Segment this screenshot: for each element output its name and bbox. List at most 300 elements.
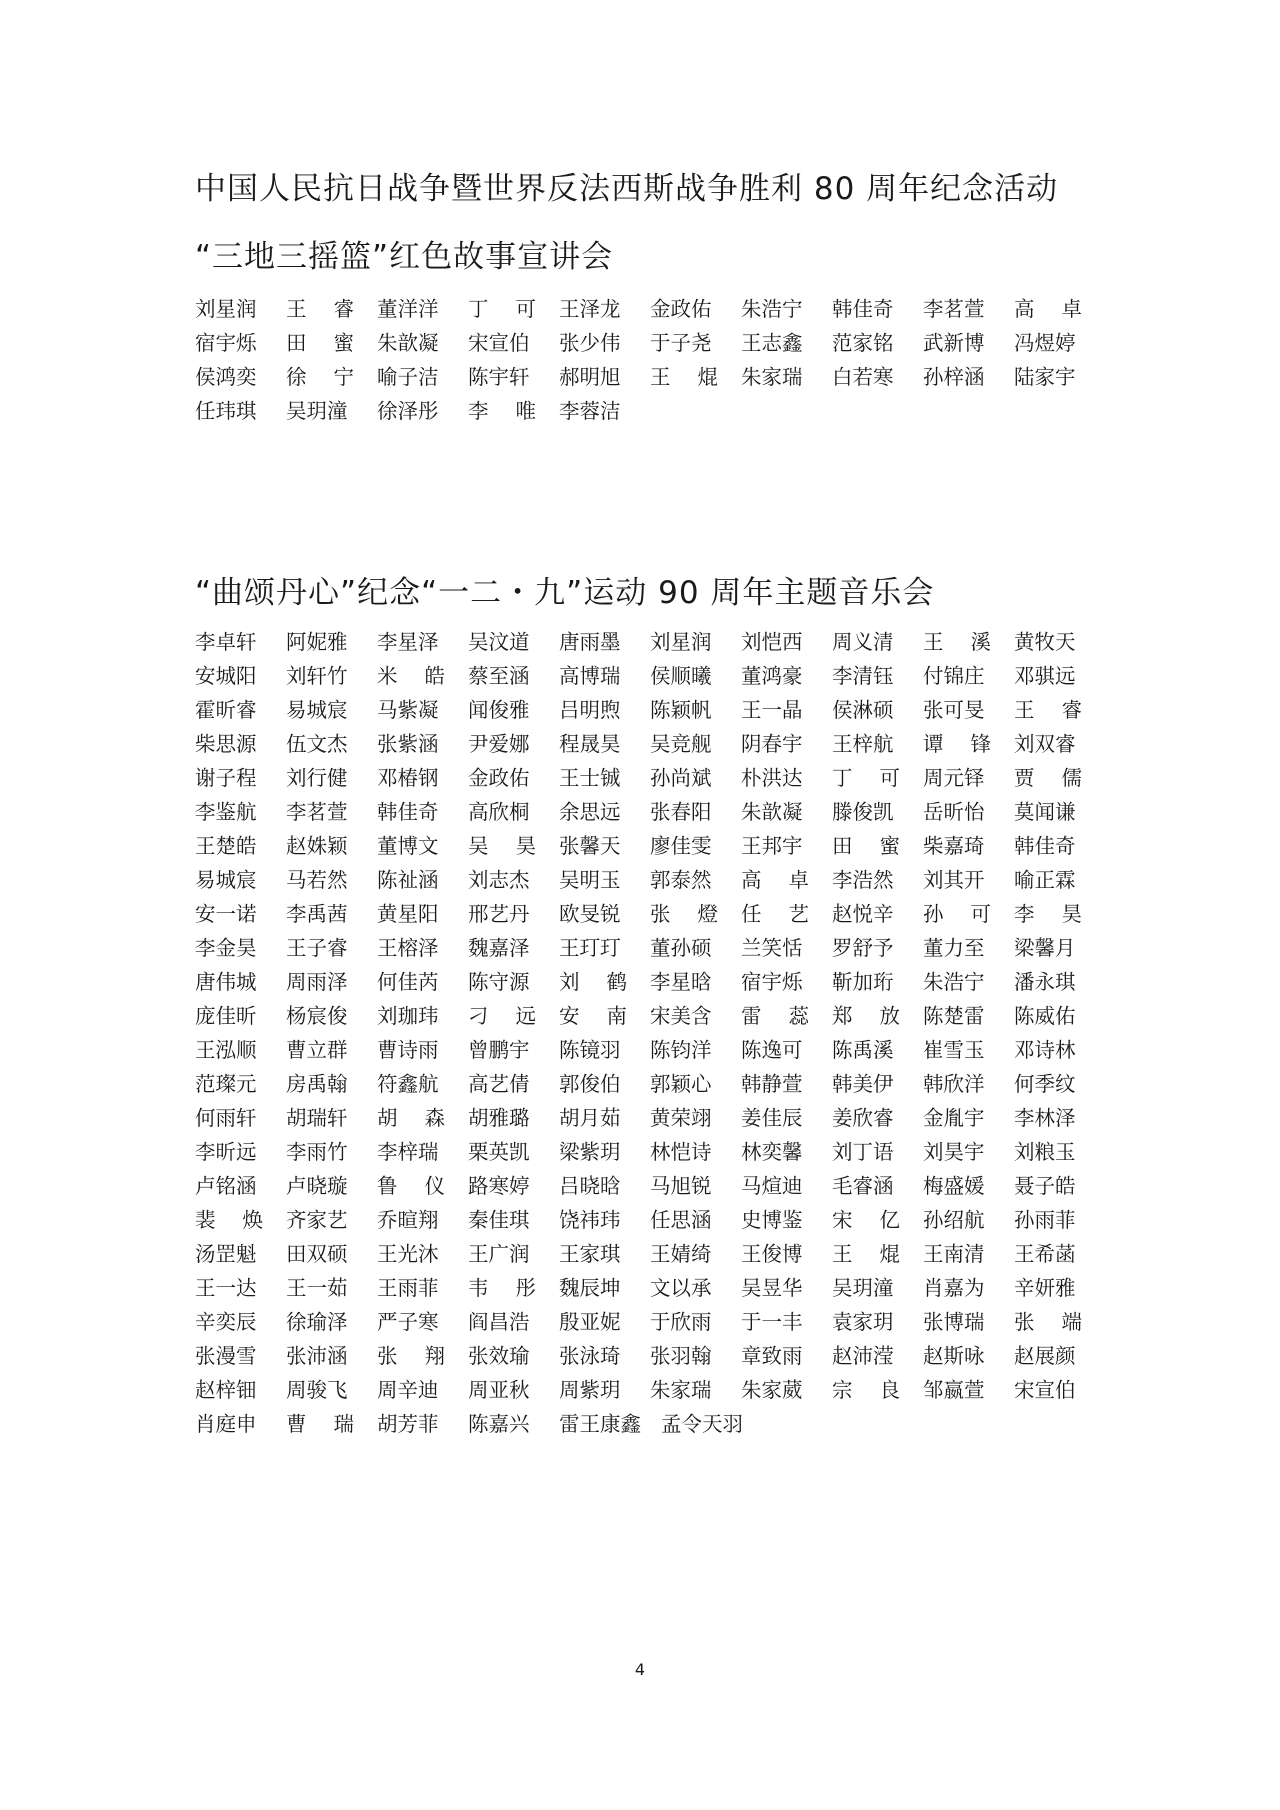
list-item: 吴竞舰	[650, 732, 712, 756]
list-item: 朱歆凝	[741, 800, 803, 824]
list-item: 高 卓	[741, 868, 809, 892]
list-item: 陈钧洋	[650, 1038, 712, 1062]
list-item: 姜欣睿	[832, 1106, 894, 1130]
list-item: 张馨天	[559, 834, 621, 858]
name-row	[195, 1339, 1095, 1373]
list-item: 刁 远	[468, 1004, 536, 1028]
list-item: 王玎玎	[559, 936, 621, 960]
list-item: 韦 彤	[468, 1276, 536, 1300]
name-row	[195, 863, 1095, 897]
list-item: 黄牧天	[1014, 630, 1076, 654]
list-item: 何季纹	[1014, 1072, 1076, 1096]
list-item: 齐家艺	[286, 1208, 348, 1232]
list-item: 马紫凝	[377, 698, 439, 722]
list-item: 陈威佑	[1014, 1004, 1076, 1028]
list-item: 殷亚妮	[559, 1310, 621, 1334]
list-item: 刘珈玮	[377, 1004, 439, 1028]
list-item: 张 端	[1014, 1310, 1082, 1334]
list-item: 吴玥潼	[286, 399, 348, 423]
list-item: 徐 宁	[286, 365, 354, 389]
list-item: 侯鸿奕	[195, 365, 257, 389]
name-row	[195, 897, 1095, 931]
list-item: 程晟昊	[559, 732, 621, 756]
name-row	[195, 1203, 1095, 1237]
list-item: 陆家宇	[1014, 365, 1076, 389]
list-item: 毛睿涵	[832, 1174, 894, 1198]
list-item: 米 皓	[377, 664, 445, 688]
name-row	[195, 1135, 1095, 1169]
list-item: 曹立群	[286, 1038, 348, 1062]
list-item: 史博鉴	[741, 1208, 803, 1232]
list-item: 赵悦辛	[832, 902, 894, 926]
list-item: 朱家瑞	[741, 365, 803, 389]
list-item: 罗舒予	[832, 936, 894, 960]
list-item: 余思远	[559, 800, 621, 824]
list-item: 邓椿钢	[377, 766, 439, 790]
event-title: 中国人民抗日战争暨世界反法西斯战争胜利 80 周年纪念活动	[195, 171, 1059, 207]
name-row	[195, 659, 1095, 693]
name-row	[195, 999, 1095, 1033]
list-item: 王士铖	[559, 766, 621, 790]
list-item: 柴思源	[195, 732, 257, 756]
list-item: 胡雅璐	[468, 1106, 530, 1130]
list-item: 莫闻谦	[1014, 800, 1076, 824]
list-item: 周亚秋	[468, 1378, 530, 1402]
list-item: 张少伟	[559, 331, 621, 355]
list-item: 尹爱娜	[468, 732, 530, 756]
list-item: 朴洪达	[741, 766, 803, 790]
list-item: 范家铭	[832, 331, 894, 355]
list-item: 陈守源	[468, 970, 530, 994]
list-item: 任思涵	[650, 1208, 712, 1232]
list-item: 董力至	[923, 936, 985, 960]
name-row	[195, 1373, 1095, 1407]
name-row	[195, 1169, 1095, 1203]
name-row	[195, 360, 1095, 394]
list-item: 王楚皓	[195, 834, 257, 858]
list-item: 李 昊	[1014, 902, 1082, 926]
list-item: 孙雨菲	[1014, 1208, 1076, 1232]
list-item: 闻俊雅	[468, 698, 530, 722]
name-list-storytelling	[195, 292, 1095, 428]
list-item: 肖庭申	[195, 1412, 257, 1436]
list-item: 朱浩宁	[923, 970, 985, 994]
list-item: 谢子程	[195, 766, 257, 790]
name-row	[195, 931, 1095, 965]
list-item: 靳加珩	[832, 970, 894, 994]
list-item: 邓诗林	[1014, 1038, 1076, 1062]
list-item: 白若寒	[832, 365, 894, 389]
list-item: 李浩然	[832, 868, 894, 892]
list-item: 朱家瑞	[650, 1378, 712, 1402]
name-list-concert	[195, 625, 1095, 1441]
list-item: 阴春宇	[741, 732, 803, 756]
list-item: 吴明玉	[559, 868, 621, 892]
list-item: 郝明旭	[559, 365, 621, 389]
list-item: 韩欣洋	[923, 1072, 985, 1096]
name-row	[195, 1305, 1095, 1339]
list-item: 孙绍航	[923, 1208, 985, 1232]
list-item: 安城阳	[195, 664, 257, 688]
list-item: 刘 鹤	[559, 970, 627, 994]
list-item: 韩静萱	[741, 1072, 803, 1096]
list-item: 王雨菲	[377, 1276, 439, 1300]
list-item: 李林泽	[1014, 1106, 1076, 1130]
list-item: 张沛涵	[286, 1344, 348, 1368]
list-item: 付锦庄	[923, 664, 985, 688]
list-item: 李卓轩	[195, 630, 257, 654]
list-item: 符鑫航	[377, 1072, 439, 1096]
list-item: 刘星润	[650, 630, 712, 654]
list-item: 周雨泽	[286, 970, 348, 994]
concert-title: “曲颂丹心”纪念“一二・九”运动 90 周年主题音乐会	[195, 575, 935, 611]
list-item: 王婧绮	[650, 1242, 712, 1266]
list-item: 安一诺	[195, 902, 257, 926]
list-item: 朱浩宁	[741, 297, 803, 321]
list-item: 李星晗	[650, 970, 712, 994]
list-item: 高博瑞	[559, 664, 621, 688]
list-item: 陈颖帆	[650, 698, 712, 722]
list-item: 何雨轩	[195, 1106, 257, 1130]
list-item: 李 唯	[468, 399, 536, 423]
list-item: 高欣桐	[468, 800, 530, 824]
list-item: 邓骐远	[1014, 664, 1076, 688]
list-item: 陈楚雷	[923, 1004, 985, 1028]
list-item: 雷王康鑫	[559, 1412, 641, 1436]
list-item: 田双硕	[286, 1242, 348, 1266]
list-item: 郭俊伯	[559, 1072, 621, 1096]
list-item: 赵沛滢	[832, 1344, 894, 1368]
list-item: 李鉴航	[195, 800, 257, 824]
list-item: 周辛迪	[377, 1378, 439, 1402]
list-item: 吴玥潼	[832, 1276, 894, 1300]
list-item: 汤罡魁	[195, 1242, 257, 1266]
list-item: 侯淋硕	[832, 698, 894, 722]
name-row	[195, 761, 1095, 795]
name-row	[195, 1101, 1095, 1135]
list-item: 宿宇烁	[741, 970, 803, 994]
list-item: 肖嘉为	[923, 1276, 985, 1300]
list-item: 金政佑	[468, 766, 530, 790]
list-item: 任玮琪	[195, 399, 257, 423]
list-item: 黄荣翊	[650, 1106, 712, 1130]
list-item: 易城宸	[286, 698, 348, 722]
list-item: 王 溪	[923, 630, 991, 654]
list-item: 张可旻	[923, 698, 985, 722]
list-item: 李禹茜	[286, 902, 348, 926]
list-item: 胡 森	[377, 1106, 445, 1130]
list-item: 王一达	[195, 1276, 257, 1300]
list-item: 刘行健	[286, 766, 348, 790]
list-item: 喻正霖	[1014, 868, 1076, 892]
list-item: 李金昊	[195, 936, 257, 960]
list-item: 陈镜羽	[559, 1038, 621, 1062]
list-item: 赵梓钿	[195, 1378, 257, 1402]
list-item: 潘永琪	[1014, 970, 1076, 994]
list-item: 张漫雪	[195, 1344, 257, 1368]
list-item: 鲁 仪	[377, 1174, 445, 1198]
list-item: 曹诗雨	[377, 1038, 439, 1062]
list-item: 李清钰	[832, 664, 894, 688]
list-item: 欧旻锐	[559, 902, 621, 926]
list-item: 乔暄翔	[377, 1208, 439, 1232]
list-item: 张紫涵	[377, 732, 439, 756]
list-item: 宋美含	[650, 1004, 712, 1028]
name-row	[195, 326, 1095, 360]
list-item: 陈逸可	[741, 1038, 803, 1062]
list-item: 孙尚斌	[650, 766, 712, 790]
list-item: 刘丁语	[832, 1140, 894, 1164]
list-item: 韩美伊	[832, 1072, 894, 1096]
list-item: 张效瑜	[468, 1344, 530, 1368]
list-item: 吕明煦	[559, 698, 621, 722]
name-row	[195, 795, 1095, 829]
list-item: 辛妍雅	[1014, 1276, 1076, 1300]
list-item: 聂子皓	[1014, 1174, 1076, 1198]
list-item: 周元铎	[923, 766, 985, 790]
list-item: 陈嘉兴	[468, 1412, 530, 1436]
list-item: 谭 锋	[923, 732, 991, 756]
list-item: 李梓瑞	[377, 1140, 439, 1164]
list-item: 董洋洋	[377, 297, 439, 321]
list-item: 路寒婷	[468, 1174, 530, 1198]
list-item: 卢晓璇	[286, 1174, 348, 1198]
list-item: 王子睿	[286, 936, 348, 960]
list-item: 任 艺	[741, 902, 809, 926]
list-item: 宋宣伯	[1014, 1378, 1076, 1402]
list-item: 胡月茹	[559, 1106, 621, 1130]
list-item: 王 睿	[1014, 698, 1082, 722]
list-item: 刘星润	[195, 297, 257, 321]
list-item: 孟令天羽	[661, 1412, 743, 1436]
list-item: 严子寒	[377, 1310, 439, 1334]
list-item: 吴汶道	[468, 630, 530, 654]
list-item: 冯煜婷	[1014, 331, 1076, 355]
name-row	[195, 965, 1095, 999]
list-item: 安 南	[559, 1004, 627, 1028]
list-item: 田 蜜	[286, 331, 354, 355]
list-item: 吴 昊	[468, 834, 536, 858]
list-item: 刘其开	[923, 868, 985, 892]
list-item: 朱歆凝	[377, 331, 439, 355]
list-item: 于欣雨	[650, 1310, 712, 1334]
name-row	[195, 292, 1095, 326]
list-item: 王希菡	[1014, 1242, 1076, 1266]
list-item: 张 翔	[377, 1344, 445, 1368]
list-item: 王俊博	[741, 1242, 803, 1266]
list-item: 魏辰坤	[559, 1276, 621, 1300]
list-item: 于一丰	[741, 1310, 803, 1334]
list-item: 丁 可	[468, 297, 536, 321]
list-item: 周紫玥	[559, 1378, 621, 1402]
list-item: 房禹翰	[286, 1072, 348, 1096]
list-item: 兰笑恬	[741, 936, 803, 960]
list-item: 何佳芮	[377, 970, 439, 994]
list-item: 孙梓涵	[923, 365, 985, 389]
list-item: 章致雨	[741, 1344, 803, 1368]
list-item: 易城宸	[195, 868, 257, 892]
list-item: 韩佳奇	[1014, 834, 1076, 858]
list-item: 金胤宇	[923, 1106, 985, 1130]
list-item: 张 燈	[650, 902, 718, 926]
list-item: 宋 亿	[832, 1208, 900, 1232]
list-item: 周义清	[832, 630, 894, 654]
list-item: 李蓉洁	[559, 399, 621, 423]
list-item: 吴昱华	[741, 1276, 803, 1300]
list-item: 袁家玥	[832, 1310, 894, 1334]
list-item: 王泓顺	[195, 1038, 257, 1062]
list-item: 雷 蕊	[741, 1004, 809, 1028]
list-item: 张博瑞	[923, 1310, 985, 1334]
list-item: 郭颖心	[650, 1072, 712, 1096]
list-item: 梅盛媛	[923, 1174, 985, 1198]
name-row	[195, 829, 1095, 863]
list-item: 韩佳奇	[832, 297, 894, 321]
name-row	[195, 1407, 1095, 1441]
list-item: 李茗萱	[286, 800, 348, 824]
list-item: 辛奕辰	[195, 1310, 257, 1334]
list-item: 田 蜜	[832, 834, 900, 858]
list-item: 王梓航	[832, 732, 894, 756]
list-item: 李雨竹	[286, 1140, 348, 1164]
list-item: 郭泰然	[650, 868, 712, 892]
list-item: 孙 可	[923, 902, 991, 926]
list-item: 杨宸俊	[286, 1004, 348, 1028]
list-item: 曾鹏宇	[468, 1038, 530, 1062]
list-item: 喻子洁	[377, 365, 439, 389]
event-subtitle: “三地三摇篮”红色故事宣讲会	[195, 239, 614, 275]
list-item: 贾 儒	[1014, 766, 1082, 790]
list-item: 刘双睿	[1014, 732, 1076, 756]
list-item: 王一晶	[741, 698, 803, 722]
list-item: 张羽翰	[650, 1344, 712, 1368]
list-item: 丁 可	[832, 766, 900, 790]
list-item: 金政佑	[650, 297, 712, 321]
name-row	[195, 1067, 1095, 1101]
list-item: 王榕泽	[377, 936, 439, 960]
list-item: 王南清	[923, 1242, 985, 1266]
list-item: 黄星阳	[377, 902, 439, 926]
list-item: 王志鑫	[741, 331, 803, 355]
list-item: 刘昊宇	[923, 1140, 985, 1164]
list-item: 徐泽彤	[377, 399, 439, 423]
list-item: 董博文	[377, 834, 439, 858]
list-item: 王泽龙	[559, 297, 621, 321]
list-item: 饶祎玮	[559, 1208, 621, 1232]
list-item: 王广润	[468, 1242, 530, 1266]
list-item: 崔雪玉	[923, 1038, 985, 1062]
list-item: 宋宣伯	[468, 331, 530, 355]
list-item: 霍昕睿	[195, 698, 257, 722]
list-item: 文以承	[650, 1276, 712, 1300]
list-item: 廖佳雯	[650, 834, 712, 858]
list-item: 姜佳辰	[741, 1106, 803, 1130]
list-item: 滕俊凯	[832, 800, 894, 824]
list-item: 王 焜	[650, 365, 718, 389]
list-item: 赵姝颖	[286, 834, 348, 858]
list-item: 栗英凯	[468, 1140, 530, 1164]
list-item: 赵斯咏	[923, 1344, 985, 1368]
list-item: 张泳琦	[559, 1344, 621, 1368]
list-item: 侯顺曦	[650, 664, 712, 688]
list-item: 董孙硕	[650, 936, 712, 960]
list-item: 刘恺西	[741, 630, 803, 654]
list-item: 李昕远	[195, 1140, 257, 1164]
list-item: 马旭锐	[650, 1174, 712, 1198]
list-item: 李茗萱	[923, 297, 985, 321]
name-row	[195, 1033, 1095, 1067]
list-item: 岳昕怡	[923, 800, 985, 824]
list-item: 高艺倩	[468, 1072, 530, 1096]
list-item: 梁馨月	[1014, 936, 1076, 960]
list-item: 李星泽	[377, 630, 439, 654]
list-item: 马若然	[286, 868, 348, 892]
list-item: 董鸿豪	[741, 664, 803, 688]
list-item: 周骏飞	[286, 1378, 348, 1402]
list-item: 刘轩竹	[286, 664, 348, 688]
name-row	[195, 394, 1095, 428]
list-item: 马煊迪	[741, 1174, 803, 1198]
list-item: 胡瑞轩	[286, 1106, 348, 1130]
list-item: 阎昌浩	[468, 1310, 530, 1334]
list-item: 张春阳	[650, 800, 712, 824]
list-item: 胡芳菲	[377, 1412, 439, 1436]
list-item: 王 睿	[286, 297, 354, 321]
list-item: 魏嘉泽	[468, 936, 530, 960]
list-item: 于子尧	[650, 331, 712, 355]
list-item: 郑 放	[832, 1004, 900, 1028]
list-item: 柴嘉琦	[923, 834, 985, 858]
list-item: 卢铭涵	[195, 1174, 257, 1198]
list-item: 宿宇烁	[195, 331, 257, 355]
list-item: 林恺诗	[650, 1140, 712, 1164]
list-item: 徐瑜泽	[286, 1310, 348, 1334]
list-item: 陈宇轩	[468, 365, 530, 389]
list-item: 高 卓	[1014, 297, 1082, 321]
list-item: 梁紫玥	[559, 1140, 621, 1164]
list-item: 秦佳琪	[468, 1208, 530, 1232]
list-item: 陈禹溪	[832, 1038, 894, 1062]
name-row	[195, 727, 1095, 761]
name-row	[195, 693, 1095, 727]
list-item: 吕晓晗	[559, 1174, 621, 1198]
list-item: 陈祉涵	[377, 868, 439, 892]
list-item: 裴 焕	[195, 1208, 263, 1232]
list-item: 王一茹	[286, 1276, 348, 1300]
list-item: 韩佳奇	[377, 800, 439, 824]
list-item: 邢艺丹	[468, 902, 530, 926]
name-row	[195, 1237, 1095, 1271]
list-item: 王邦宇	[741, 834, 803, 858]
list-item: 伍文杰	[286, 732, 348, 756]
list-item: 林奕馨	[741, 1140, 803, 1164]
name-row	[195, 1271, 1095, 1305]
list-item: 庞佳昕	[195, 1004, 257, 1028]
list-item: 王 焜	[832, 1242, 900, 1266]
list-item: 刘粮玉	[1014, 1140, 1076, 1164]
list-item: 武新博	[923, 331, 985, 355]
list-item: 朱家葳	[741, 1378, 803, 1402]
list-item: 范璨元	[195, 1072, 257, 1096]
list-item: 曹 瑞	[286, 1412, 354, 1436]
page-number: 4	[634, 1660, 646, 1679]
list-item: 唐伟城	[195, 970, 257, 994]
list-item: 刘志杰	[468, 868, 530, 892]
list-item: 王家琪	[559, 1242, 621, 1266]
list-item: 宗 良	[832, 1378, 900, 1402]
list-item: 赵展颜	[1014, 1344, 1076, 1368]
list-item: 唐雨墨	[559, 630, 621, 654]
